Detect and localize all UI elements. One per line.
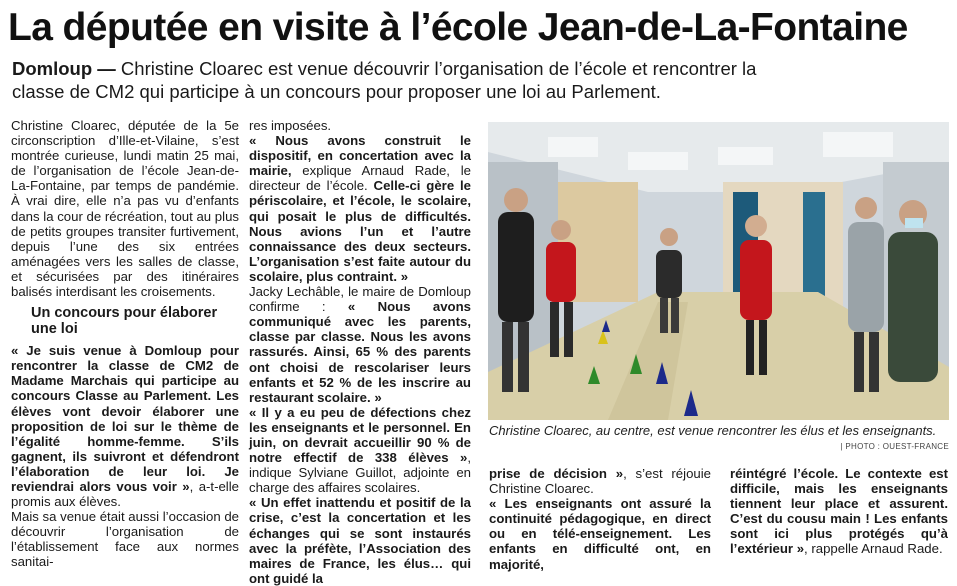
intertitle: Un concours pour élaborer une loi (31, 305, 218, 338)
quote: prise de décision » (489, 466, 624, 481)
paragraph (249, 133, 471, 284)
quote-attribution: , a-t-elle promis aux élèves. (11, 478, 239, 510)
column-4 (730, 466, 948, 557)
quote: « Les enseignants ont assuré la continuité pédagogique, en direct ou en télé-enseignement. Les enfants en difficulté ont, en majorité, (489, 496, 711, 572)
paragraph (249, 405, 471, 496)
paragraph (249, 495, 471, 586)
photo-credit: | PHOTO : OUEST-FRANCE (840, 442, 949, 451)
article-lead (12, 57, 812, 103)
paragraph: Christine Cloarec, députée de la 5e circonscription d’Ille-et-Vilaine, s’est montrée curieuse, lundi matin 25 mai, de l’organisation de l’école Jean-de-La-Fontaine, par temps de pandémie. À vrai dire, elle n’a pas vu d’enfants dans la cour de récréation, tout au plus de petits groupes transiter furtivement, depuis l’une des six entrées aménagées vers les salles de classe, et sécurisées par des itinéraires balisés interdisant les croisements. (11, 118, 239, 300)
column-3 (489, 466, 711, 572)
quote: réintégré l’école. Le contexte est difficile, mais les enseignants tiennent leur place et assurent. C’est du cousu main ! Les enfants sont ici plus protégés qu’à l’extérieur » (730, 466, 948, 557)
photo-caption: Christine Cloarec, au centre, est venue rencontrer les élus et les enseignants. (489, 423, 937, 438)
paragraph (489, 496, 711, 571)
column-2 (249, 118, 471, 586)
quote-attribution: explique Arnaud Rade, le directeur de l’école. (249, 163, 471, 194)
article-headline: La députée en visite à l’école Jean-de-La-Fontaine (8, 6, 908, 49)
paragraph (249, 284, 471, 405)
column-1 (11, 118, 239, 570)
quote: « Il y a eu peu de défections chez les enseignants et le personnel. En juin, on devrait accueillir 90 % de notre effectif de 338 élèves » (249, 404, 471, 466)
quote: « Je suis venue à Domloup pour rencontrer la classe de CM2 de Madame Marchais qui participe au concours Classe au Parlement. Les élèves vont devoir élaborer une proposition de loi sur le thème de l’égalité homme-femme. S’ils gagnent, ils suivront et défendront l’élaboration de leur loi. Je reviendrai alors vous voir » (11, 343, 239, 494)
article-photo (488, 122, 949, 420)
quote: « Un effet inattendu et positif de la crise, c’est la concertation et les échanges qui se sont instaurés avec la préfète, l’Association des maires de France, les élus… qui ont guidé la (249, 495, 471, 586)
quote: « Nous avons communiqué avec les parents, classe par classe. Nous les avons rassurés. Ainsi, 65 % des parents ont choisi de rescolariser leurs enfants et 52 % de les inscrire au restaurant scolaire. » (249, 299, 471, 405)
quote: Celle-ci gère le périscolaire, et l’école, le scolaire, qui posait le plus de difficultés. Nous avions l’un et l’autre connaissance des deux secteurs. L’organisation s’est faite autour du scolaire, plus contraint. » (249, 178, 471, 284)
quote-attribution: , rappelle Arnaud Rade. (804, 541, 943, 557)
text: Jacky Lechâble, le maire de Domloup confirme : (249, 284, 471, 315)
lead-text: Christine Cloarec est venue découvrir l’organisation de l’école et rencontrer la classe de CM2 qui participe à un concours pour proposer une loi au Parlement. (12, 58, 757, 102)
paragraph: Mais sa venue était aussi l’occasion de découvrir l’organisation de l’établissement face aux normes sanitai- (11, 509, 239, 570)
classroom-corridor-photo (488, 122, 949, 420)
paragraph (489, 466, 711, 496)
paragraph (730, 466, 948, 557)
paragraph (11, 343, 239, 509)
lead-location: Domloup — (12, 58, 116, 79)
quote-attribution: , indique Sylviane Guillot, adjointe en charge des affaires scolaires. (249, 450, 471, 496)
quote: « Nous avons construit le dispositif, en concertation avec la mairie, (249, 133, 471, 179)
quote-attribution: , s’est réjouie Christine Cloarec. (489, 466, 711, 497)
paragraph: res imposées. (249, 118, 332, 133)
